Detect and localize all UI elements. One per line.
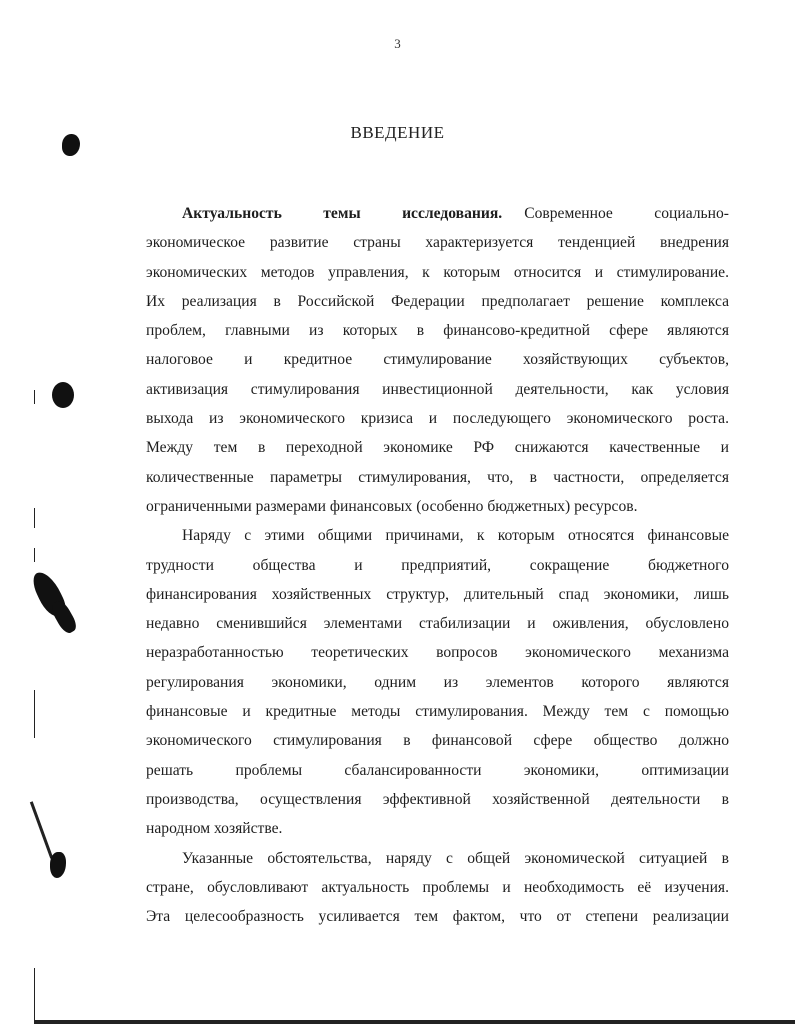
paragraph-2-line: экономического стимулирования в финансовой сфере общество должно [146, 732, 729, 750]
paragraph-2-line: производства, осуществления эффективной хозяйственной деятельности в [146, 790, 729, 808]
paragraph-1-line: Между тем в переходной экономике РФ снижаются качественные и [146, 439, 729, 457]
scan-binding-mark [49, 598, 80, 635]
paragraph-3-line: Указанные обстоятельства, наряду с общей экономической ситуацией в [182, 849, 729, 867]
paragraph-1-line: выхода из экономического кризиса и последующего экономического роста. [146, 410, 729, 428]
paragraph-1-line: экономическое развитие страны характеризуется тенденцией внедрения [146, 234, 729, 252]
lead-phrase: Актуальность темы исследования. [182, 205, 503, 222]
paragraph-1-line-1 [146, 199, 729, 228]
paragraph-2-line: трудности общества и предприятий, сокращение бюджетного [146, 556, 729, 574]
scan-edge-mark [30, 801, 53, 858]
paragraph-2-line: финансовые и кредитные методы стимулирования. Между тем с помощью [146, 703, 729, 721]
paragraph-1-line: количественные параметры стимулирования, что, в частности, определяется [146, 468, 729, 486]
paragraph-2-line: регулирования экономики, одним из элементов которого являются [146, 673, 729, 691]
paragraph-3-line: Эта целесообразность усиливается тем фактом, что от степени реализации [146, 908, 729, 926]
paragraph-2-line: Наряду с этими общими причинами, к которым относятся финансовые [182, 527, 729, 545]
paragraph-2-line: финансирования хозяйственных структур, длительный спад экономики, лишь [146, 585, 729, 603]
scan-edge-mark [34, 508, 35, 528]
section-heading: ВВЕДЕНИЕ [350, 123, 445, 142]
paragraph-1-line: проблем, главными из которых в финансово-кредитной сфере являются [146, 322, 729, 340]
scan-hole-mark [52, 382, 74, 408]
scan-bottom-edge [34, 1020, 795, 1024]
paragraph-2-line: недавно сменившийся элементами стабилизации и оживления, обусловлено [146, 615, 729, 633]
body-text [146, 199, 729, 931]
paragraph-2-line: решать проблемы сбалансированности экономики, оптимизации [146, 761, 729, 779]
paragraph-1-line: ограниченными размерами финансовых (особенно бюджетных) ресурсов. [146, 497, 638, 515]
paragraph-3-line: стране, обусловливают актуальность проблемы и необходимость её изучения. [146, 878, 729, 896]
scan-hole-mark [62, 134, 80, 156]
paragraph-1-text: Современное социально- [524, 205, 729, 222]
scan-edge-mark [34, 548, 35, 562]
paragraph-1-line: активизация стимулирования инвестиционной деятельности, как условия [146, 380, 729, 398]
scan-binding-mark [50, 852, 66, 878]
scan-edge-mark [34, 390, 35, 404]
paragraph-1-line: экономических методов управления, к которым относится и стимулирование. [146, 263, 729, 281]
scan-edge-mark [34, 690, 35, 738]
page-number: 3 [394, 36, 401, 51]
paragraph-1-line: налоговое и кредитное стимулирование хозяйствующих субъектов, [146, 351, 729, 369]
paragraph-1-line: Их реализация в Российской Федерации предполагает решение комплекса [146, 292, 729, 310]
paragraph-2-line: неразработанностью теоретических вопросов экономического механизма [146, 644, 729, 662]
paragraph-2-line: народном хозяйстве. [146, 820, 283, 838]
scan-edge-mark [34, 968, 35, 1020]
